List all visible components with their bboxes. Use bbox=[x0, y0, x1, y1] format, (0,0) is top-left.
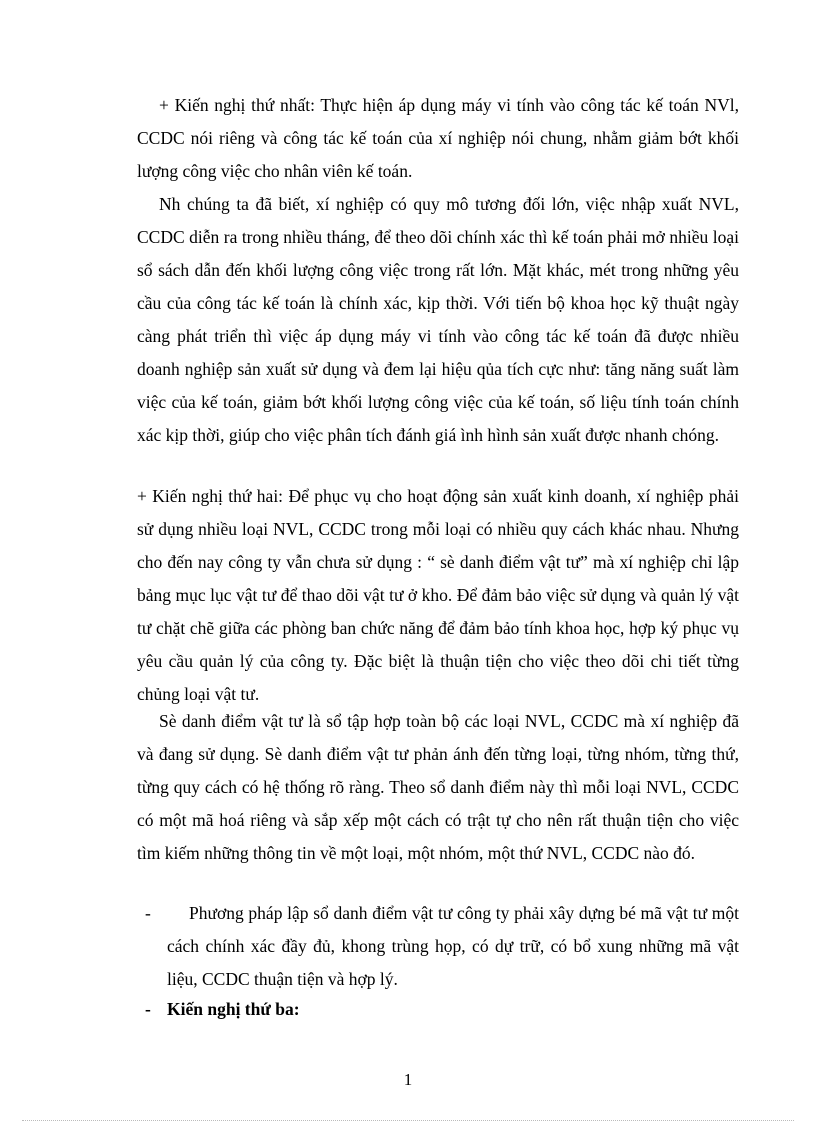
list-dash: - bbox=[145, 903, 151, 923]
heading-recommendation-3: Kiến nghị thứ ba: bbox=[167, 999, 300, 1019]
footer-divider bbox=[22, 1120, 794, 1121]
list-item-text: Phương pháp lập sổ danh điểm vật tư công ty phải xây dựng bé mã vật tư một cách chính xác đầy đủ, khong trùng họp, có dự trữ, có bổ xung những mã vật liệu, CCDC thuận tiện và hợp lý. bbox=[167, 903, 739, 989]
list-item-catalog-method bbox=[137, 897, 739, 996]
paragraph-recommendation-2: + Kiến nghị thứ hai: Để phục vụ cho hoạt động sản xuất kinh doanh, xí nghiệp phải sử dụng nhiều loại NVL, CCDC trong mỗi loại có nhiều quy cách khác nhau. Nhưng cho đến nay công ty vẫn chưa sử dụng : “ sè danh điểm vật tư” mà xí nghiệp chỉ lập bảng mục lục vật tư để thao dõi vật tư ở kho. Để đảm bảo việc sử dụng và quản lý vật tư chặt chẽ giữa các phòng ban chức năng để đảm bảo tính khoa học, hợp ký phục vụ yêu cầu quản lý của công ty. Đặc biệt là thuận tiện cho việc theo dõi chi tiết từng chủng loại vật tư. bbox=[137, 486, 739, 704]
paragraph-material-catalog: Sè danh điểm vật tư là sổ tập hợp toàn bộ các loại NVL, CCDC mà xí nghiệp đã và đang sử dụng. Sè danh điểm vật tư phản ánh đến từng loại, từng nhóm, từng thứ, từng quy cách có hệ thống rõ ràng. Theo sổ danh điểm này thì mỗi loại NVL, CCDC có một mã hoá riêng và sắp xếp một cách có trật tự cho nên rất thuận tiện cho việc tìm kiếm những thông tin về một loại, một nhóm, một thứ NVL, CCDC nào đó. bbox=[137, 711, 739, 863]
list-item-recommendation-3 bbox=[137, 993, 739, 1026]
list-dash: - bbox=[145, 999, 151, 1019]
page-number: 1 bbox=[403, 1070, 413, 1089]
paragraph-recommendation-1: + Kiến nghị thứ nhất: Thực hiện áp dụng máy vi tính vào công tác kế toán NVl, CCDC nói riêng và công tác kế toán của xí nghiệp nói chung, nhằm giảm bớt khối lượng công việc cho nhân viên kế toán. bbox=[137, 95, 739, 181]
paragraph-computer-benefits: Nh chúng ta đã biết, xí nghiệp có quy mô tương đối lớn, việc nhập xuất NVL, CCDC diễn ra trong nhiều tháng, để theo dõi chính xác thì kế toán phải mở nhiều loại sổ sách dẫn đến khối lượng công việc trong rất lớn. Mặt khác, mét trong những yêu cầu của công tác kế toán là chính xác, kịp thời. Với tiến bộ khoa học kỹ thuật ngày càng phát triển thì việc áp dụng máy vi tính vào công tác kế toán đã được nhiều doanh nghiệp sản xuất sử dụng và đem lại hiệu qủa tích cực như: tăng năng suất làm việc của kế toán, giảm bớt khối lượng công việc của kế toán, số liệu tính toán chính xác kịp thời, giúp cho việc phân tích đánh giá ình hình sản xuất được nhanh chóng. bbox=[137, 194, 739, 445]
